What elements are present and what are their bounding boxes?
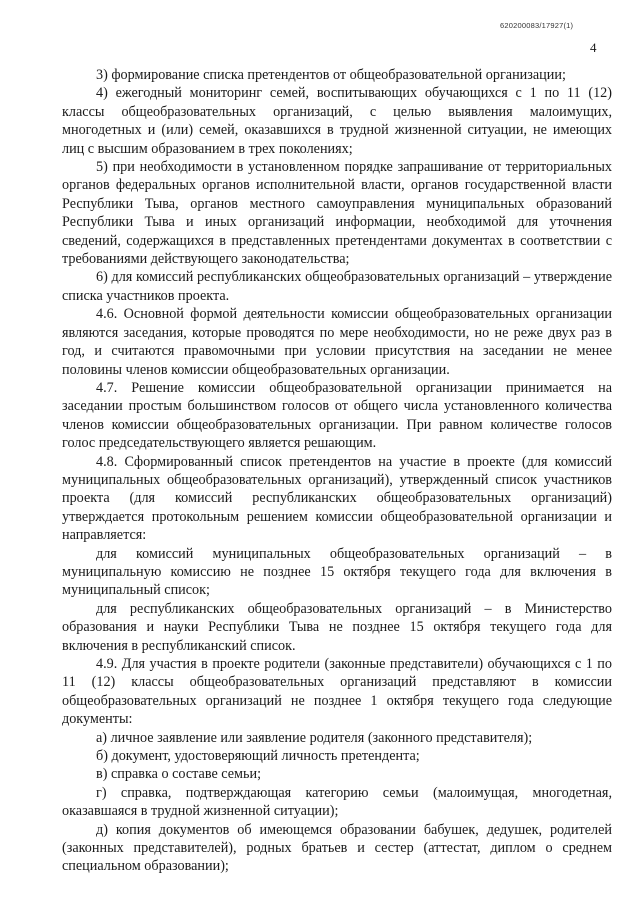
paragraph: 4.8. Сформированный список претендентов на участие в проекте (для комиссий муниципальных общеобразовательных организаций), утвержденный список участников проекта (для комиссий республиканских общеобразовательных организаций) утверждается протокольным решением комиссии общеобразовательной организации и направляется: [62,453,612,544]
list-item: в) справка о составе семьи; [96,766,262,783]
paragraph: 4) ежегодный мониторинг семей, воспитывающих обучающихся с 1 по 11 (12) классы общеобразовательных организаций, с целью выявления малоимущих, многодетных и (или) семей, оказавшихся в трудной жизненной ситуации, не имеющих лиц с высшим образованием в трех поколениях; [62,85,612,157]
document-id: 620200083/17927(1) [500,21,574,30]
page-number: 4 [590,40,597,55]
list-item: а) личное заявление или заявление родителя (законного представителя); [96,729,533,746]
document-body [62,66,612,876]
list-item: д) копия документов об имеющемся образовании бабушек, дедушек, родителей (законных представителей), родных братьев и сестер (аттестат, диплом о среднем специальном образовании); [62,821,612,875]
paragraph: 5) при необходимости в установленном порядке запрашивание от территориальных органов федеральных органов исполнительной власти, органов государственной власти Республики Тыва, органов местного самоуправления муниципальных образований Республики Тыва и иных организаций информации, необходимой для уточнения сведений, содержащихся в представленных претендентами документах в соответствии с требованиями действующего законодательства; [62,159,612,268]
paragraph: для комиссий муниципальных общеобразовательных организаций – в муниципальную комиссию не позднее 15 октября текущего года для включения в муниципальный список; [62,545,612,599]
paragraph: 6) для комиссий республиканских общеобразовательных организаций – утверждение списка участников проекта. [62,269,612,304]
paragraph: 4.7. Решение комиссии общеобразовательной организации принимается на заседании простым большинством голосов от общего числа установленного количества членов комиссии общеобразовательных организации. При равном количестве голосов голос председательствующего является решающим. [62,379,612,452]
paragraph: 4.6. Основной формой деятельности комиссии общеобразовательных организации являются заседания, которые проводятся по мере необходимости, но не реже двух раз в год, и считаются правомочными при условии присутствия на заседании не менее половины членов комиссии общеобразовательных организации. [62,306,612,378]
list-item: г) справка, подтверждающая категорию семьи (малоимущая, многодетная, оказавшаяся в трудной жизненной ситуации); [62,784,612,820]
list-item: б) документ, удостоверяющий личность претендента; [96,748,420,765]
paragraph: 3) формирование списка претендентов от общеобразовательной организации; [96,67,566,83]
paragraph: 4.9. Для участия в проекте родители (законные представители) обучающихся с 1 по 11 (12) классы общеобразовательных организаций представляют в комиссии общеобразовательных организаций не позднее 1 октября текущего года следующие документы: [62,656,612,728]
paragraph: для республиканских общеобразовательных организаций – в Министерство образования и науки Республики Тыва не позднее 15 октября текущего года для включения в республиканский список. [62,600,612,654]
